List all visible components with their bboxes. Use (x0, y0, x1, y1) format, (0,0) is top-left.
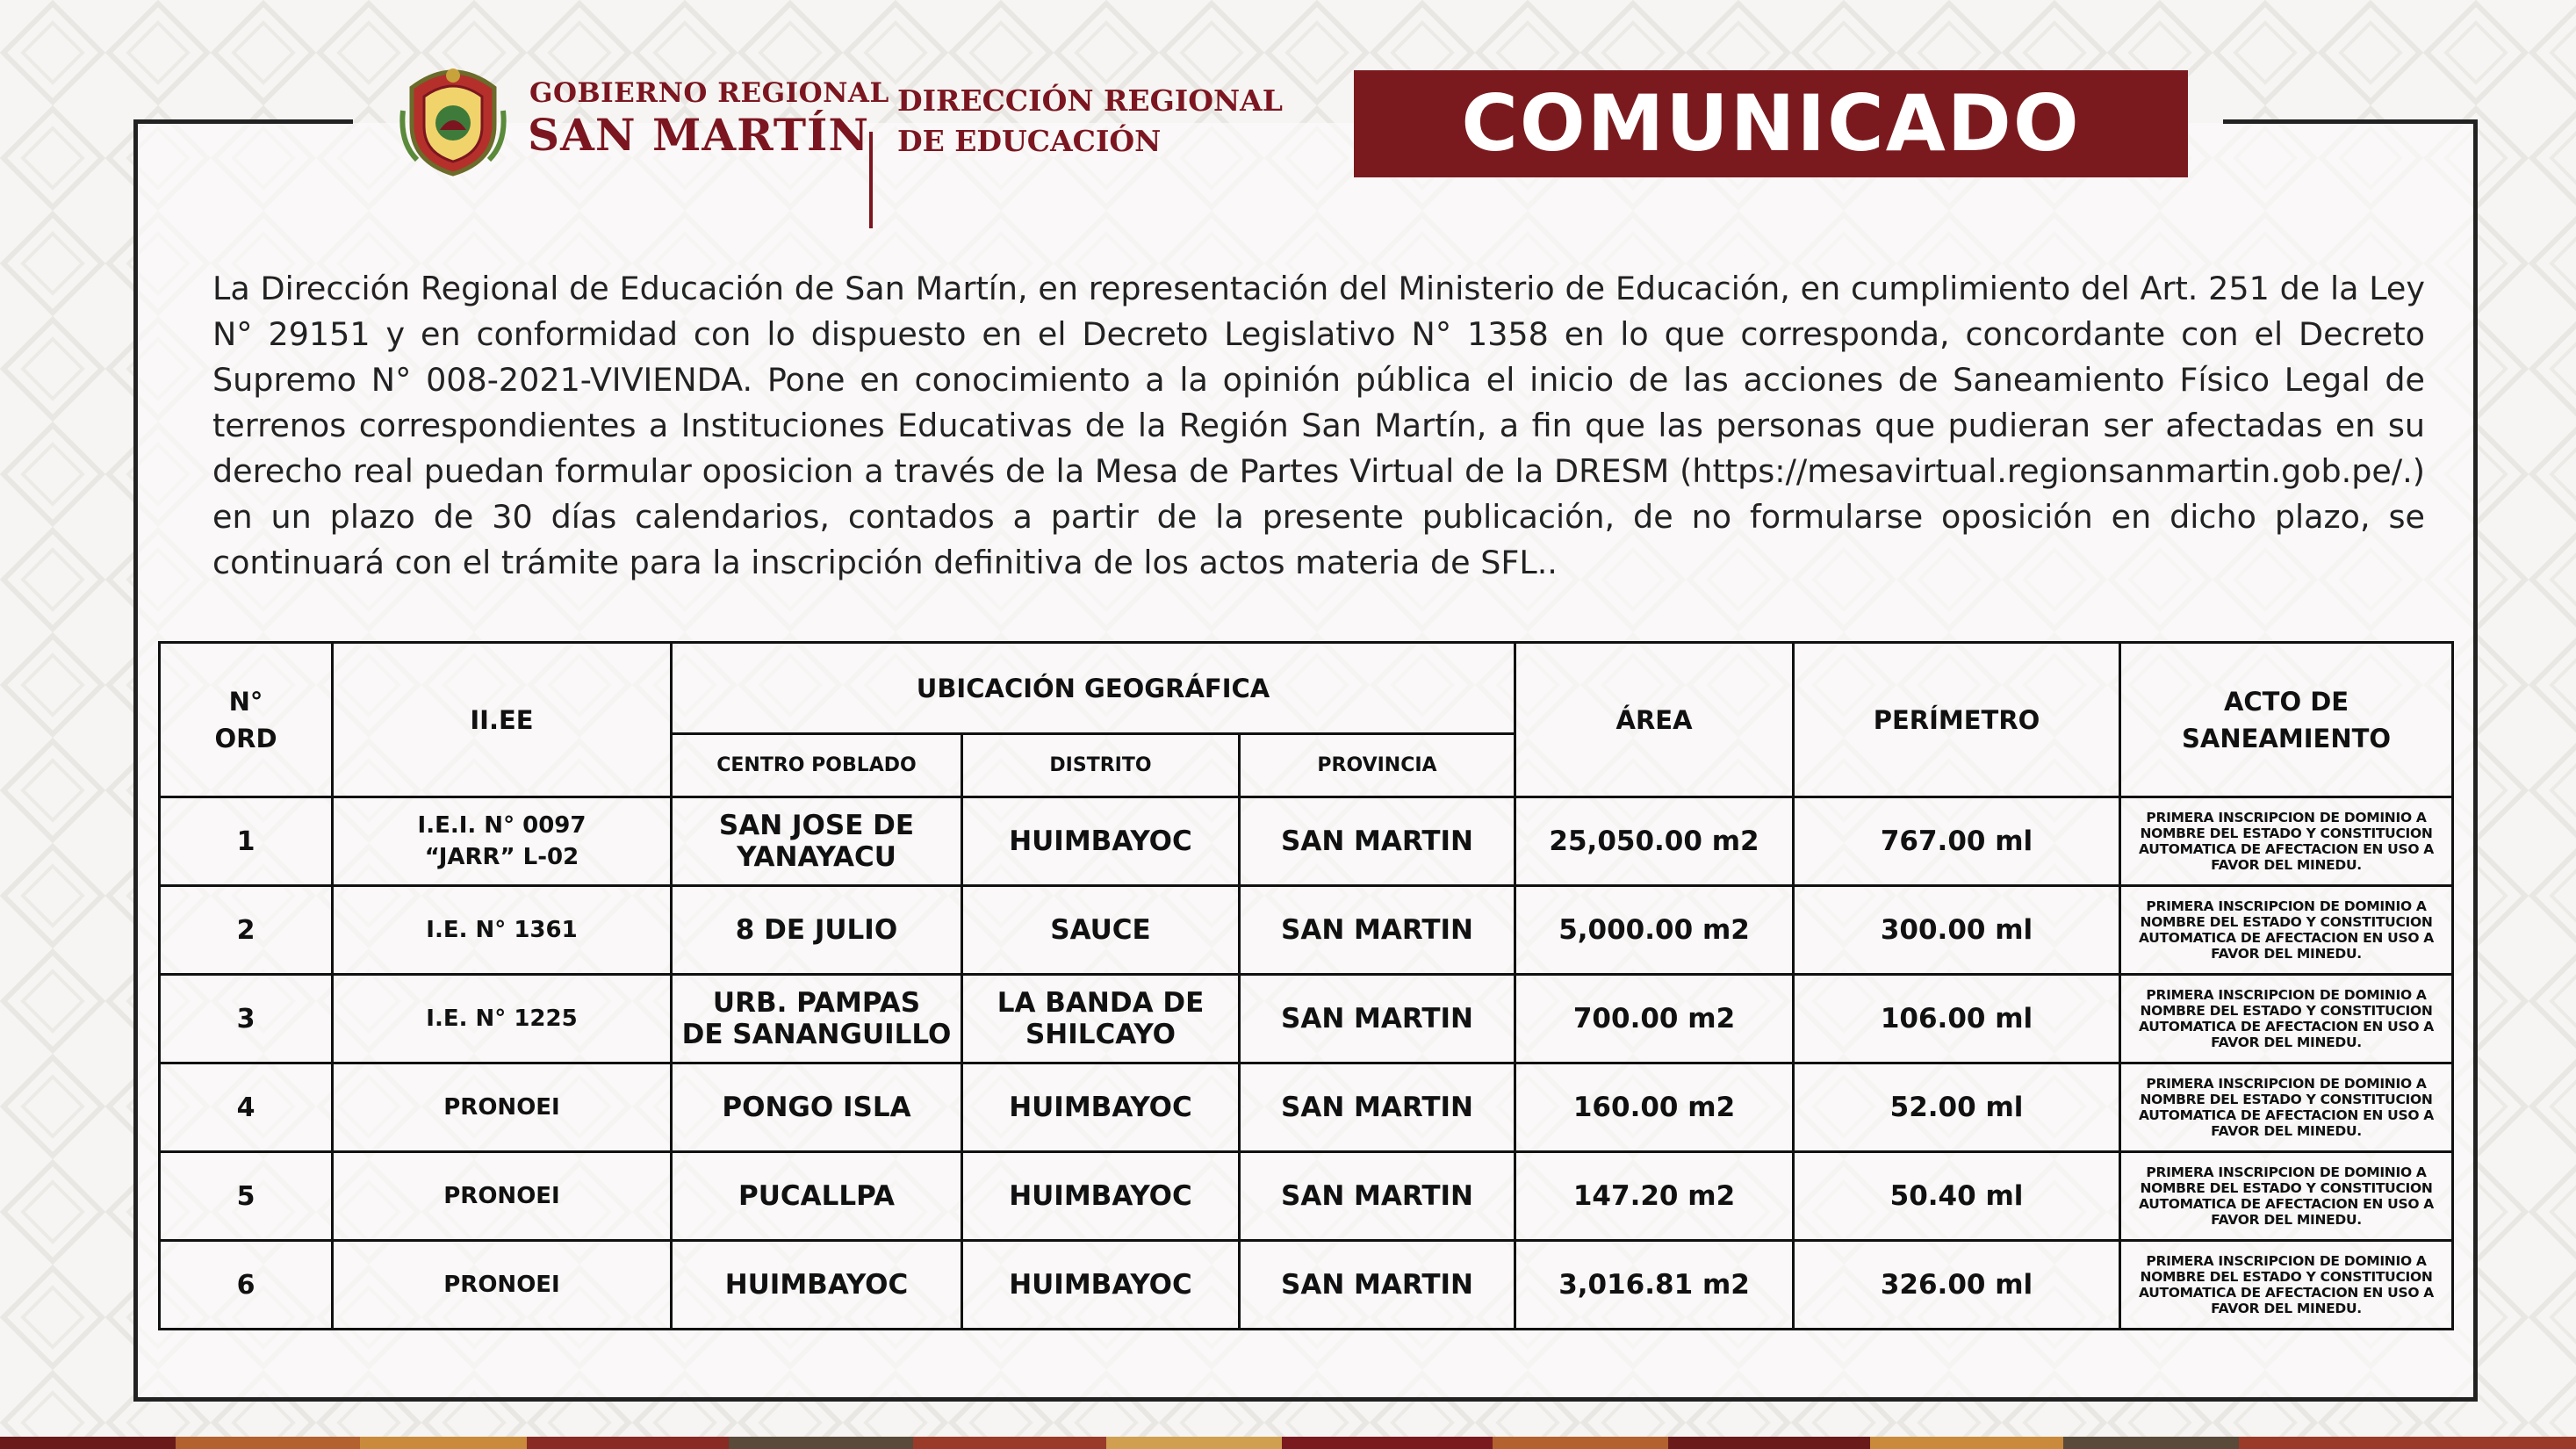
org-name-line2: SAN MARTÍN (528, 109, 870, 161)
cell-centro-line2: YANAYACU (737, 841, 896, 873)
cell-provincia: SAN MARTIN (1240, 797, 1515, 886)
cell-n: 6 (160, 1241, 333, 1330)
direccion-line1: DIRECCIÓN REGIONAL (897, 83, 1283, 118)
frame-right-line (2473, 119, 2478, 1402)
frame-top-right-line (2223, 119, 2478, 124)
cell-iiee-line1: I.E. N° 1361 (426, 917, 578, 943)
header-n-ord-line2: ORD (214, 723, 277, 753)
strip-segment (1870, 1437, 2063, 1449)
saneamiento-table (158, 641, 2454, 1330)
cell-distrito (962, 886, 1240, 975)
header-n-ord-line1: N° (228, 686, 263, 717)
cell-n: 5 (160, 1152, 333, 1241)
table-row (160, 1241, 2453, 1330)
logo-divider (869, 132, 873, 228)
header-acto-line1: ACTO DE (2223, 686, 2349, 717)
cell-iiee (333, 1063, 672, 1152)
cell-perimetro: 767.00 ml (1794, 797, 2120, 886)
cell-acto: PRIMERA INSCRIPCION DE DOMINIO A NOMBRE DEL ESTADO Y CONSTITUCION AUTOMATICA DE AFECTACION EN USO A FAVOR DEL MINEDU. (2120, 1063, 2453, 1152)
regional-coat-of-arms-icon (399, 61, 507, 179)
org-name-line1: GOBIERNO REGIONAL (529, 77, 889, 109)
strip-segment (0, 1437, 176, 1449)
strip-segment (729, 1437, 913, 1449)
cell-distrito-line1: HUIMBAYOC (1009, 1269, 1192, 1301)
frame-bottom-line (133, 1397, 2478, 1402)
cell-area: 3,016.81 m2 (1515, 1241, 1794, 1330)
cell-iiee-line1: I.E.I. N° 0097 (417, 812, 586, 839)
cell-iiee (333, 1152, 672, 1241)
cell-acto: PRIMERA INSCRIPCION DE DOMINIO A NOMBRE DEL ESTADO Y CONSTITUCION AUTOMATICA DE AFECTACION EN USO A FAVOR DEL MINEDU. (2120, 1241, 2453, 1330)
cell-provincia: SAN MARTIN (1240, 1063, 1515, 1152)
strip-segment (1282, 1437, 1493, 1449)
cell-area: 160.00 m2 (1515, 1063, 1794, 1152)
header-distrito: DISTRITO (962, 734, 1240, 797)
cell-distrito-line1: HUIMBAYOC (1009, 1092, 1192, 1123)
cell-n: 4 (160, 1063, 333, 1152)
frame-left-line (133, 119, 138, 1402)
cell-iiee (333, 797, 672, 886)
cell-perimetro: 52.00 ml (1794, 1063, 2120, 1152)
cell-perimetro: 300.00 ml (1794, 886, 2120, 975)
header-iiee: II.EE (333, 643, 672, 797)
cell-provincia: SAN MARTIN (1240, 1152, 1515, 1241)
cell-iiee-line1: PRONOEI (443, 1183, 560, 1209)
header-acto-line2: SANEAMIENTO (2182, 723, 2392, 753)
cell-provincia: SAN MARTIN (1240, 975, 1515, 1063)
cell-centro-line1: 8 DE JULIO (735, 914, 898, 946)
cell-distrito-line1: HUIMBAYOC (1009, 825, 1192, 857)
cell-acto: PRIMERA INSCRIPCION DE DOMINIO A NOMBRE DEL ESTADO Y CONSTITUCION AUTOMATICA DE AFECTACION EN USO A FAVOR DEL MINEDU. (2120, 886, 2453, 975)
cell-centro-poblado (672, 1152, 962, 1241)
header-centro-poblado: CENTRO POBLADO (672, 734, 962, 797)
cell-perimetro: 106.00 ml (1794, 975, 2120, 1063)
cell-distrito (962, 797, 1240, 886)
header-area: ÁREA (1515, 643, 1794, 797)
strip-segment (1668, 1437, 1870, 1449)
cell-iiee (333, 1241, 672, 1330)
header-n-ord (160, 643, 333, 797)
cell-distrito (962, 1063, 1240, 1152)
cell-n: 1 (160, 797, 333, 886)
cell-centro-poblado (672, 797, 962, 886)
gobierno-regional-logo (399, 61, 891, 184)
cell-iiee-line1: I.E. N° 1225 (426, 1006, 578, 1032)
cell-centro-line1: URB. PAMPAS (712, 987, 921, 1019)
cell-acto: PRIMERA INSCRIPCION DE DOMINIO A NOMBRE DEL ESTADO Y CONSTITUCION AUTOMATICA DE AFECTACION EN USO A FAVOR DEL MINEDU. (2120, 975, 2453, 1063)
comunicado-banner: COMUNICADO (1354, 70, 2188, 177)
cell-centro-poblado (672, 886, 962, 975)
cell-distrito-line2: SHILCAYO (1025, 1019, 1176, 1050)
direccion-regional-title (897, 81, 1283, 162)
cell-centro-line1: HUIMBAYOC (724, 1269, 909, 1301)
cell-provincia: SAN MARTIN (1240, 886, 1515, 975)
header-provincia: PROVINCIA (1240, 734, 1515, 797)
strip-segment (913, 1437, 1106, 1449)
header-ubicacion: UBICACIÓN GEOGRÁFICA (672, 643, 1515, 734)
cell-distrito (962, 975, 1240, 1063)
cell-iiee-line1: PRONOEI (443, 1272, 560, 1298)
cell-iiee (333, 886, 672, 975)
cell-distrito-line1: LA BANDA DE (997, 987, 1205, 1019)
cell-centro-line1: SAN JOSE DE (718, 810, 915, 841)
cell-centro-line2: DE SANANGUILLO (681, 1019, 952, 1050)
cell-provincia: SAN MARTIN (1240, 1241, 1515, 1330)
strip-segment (1106, 1437, 1282, 1449)
cell-n: 3 (160, 975, 333, 1063)
bottom-color-strip (0, 1437, 2576, 1449)
table-row (160, 797, 2453, 886)
cell-area: 25,050.00 m2 (1515, 797, 1794, 886)
cell-area: 5,000.00 m2 (1515, 886, 1794, 975)
strip-segment (176, 1437, 360, 1449)
table-row (160, 975, 2453, 1063)
intro-paragraph: La Dirección Regional de Educación de San Martín, en representación del Ministerio de Educación, en cumplimiento del Art. 251 de la Ley N° 29151 y en conformidad con lo dispuesto en el Decreto Legislativo N° 1358 en lo que corresponda, concordante con el Decreto Supremo N° 008-2021-VIVIENDA. Pone en conocimiento a la opinión pública el inicio de las acciones de Saneamiento Físico Legal de terrenos correspondientes a Instituciones Educativas de la Región San Martín, a fin que las personas que pudieran ser afectadas en su derecho real puedan formular oposicion a través de la Mesa de Partes Virtual de la DRESM (https://mesavirtual.regionsanmartin.gob.pe/.) en un plazo de 30 días calendarios, contados a partir de la presente publicación, de no formularse oposición en dicho plazo, se continuará con el trámite para la inscripción definitiva de los actos materia de SFL.. (212, 269, 2425, 581)
cell-area: 700.00 m2 (1515, 975, 1794, 1063)
cell-centro-line1: PUCALLPA (738, 1180, 895, 1212)
cell-acto: PRIMERA INSCRIPCION DE DOMINIO A NOMBRE DEL ESTADO Y CONSTITUCION AUTOMATICA DE AFECTACION EN USO A FAVOR DEL MINEDU. (2120, 1152, 2453, 1241)
strip-segment (527, 1437, 729, 1449)
table-row (160, 886, 2453, 975)
strip-segment (360, 1437, 527, 1449)
table-row (160, 1063, 2453, 1152)
direccion-line2: DE EDUCACIÓN (897, 124, 1162, 158)
cell-iiee-line1: PRONOEI (443, 1094, 560, 1121)
cell-centro-poblado (672, 975, 962, 1063)
cell-distrito (962, 1241, 1240, 1330)
header-acto (2120, 643, 2453, 797)
cell-distrito-line1: HUIMBAYOC (1009, 1180, 1192, 1212)
strip-segment (2063, 1437, 2239, 1449)
frame-top-left-line (133, 119, 353, 124)
strip-segment (2239, 1437, 2576, 1449)
cell-centro-poblado (672, 1063, 962, 1152)
cell-distrito (962, 1152, 1240, 1241)
cell-centro-poblado (672, 1241, 962, 1330)
cell-perimetro: 326.00 ml (1794, 1241, 2120, 1330)
cell-centro-line1: PONGO ISLA (722, 1092, 911, 1123)
table-row (160, 1152, 2453, 1241)
cell-iiee-line2: “JARR” L-02 (424, 844, 579, 870)
cell-n: 2 (160, 886, 333, 975)
cell-distrito-line1: SAUCE (1050, 914, 1151, 946)
header-perimetro: PERÍMETRO (1794, 643, 2120, 797)
strip-segment (1493, 1437, 1668, 1449)
cell-iiee (333, 975, 672, 1063)
cell-acto: PRIMERA INSCRIPCION DE DOMINIO A NOMBRE DEL ESTADO Y CONSTITUCION AUTOMATICA DE AFECTACION EN USO A FAVOR DEL MINEDU. (2120, 797, 2453, 886)
cell-area: 147.20 m2 (1515, 1152, 1794, 1241)
cell-perimetro: 50.40 ml (1794, 1152, 2120, 1241)
